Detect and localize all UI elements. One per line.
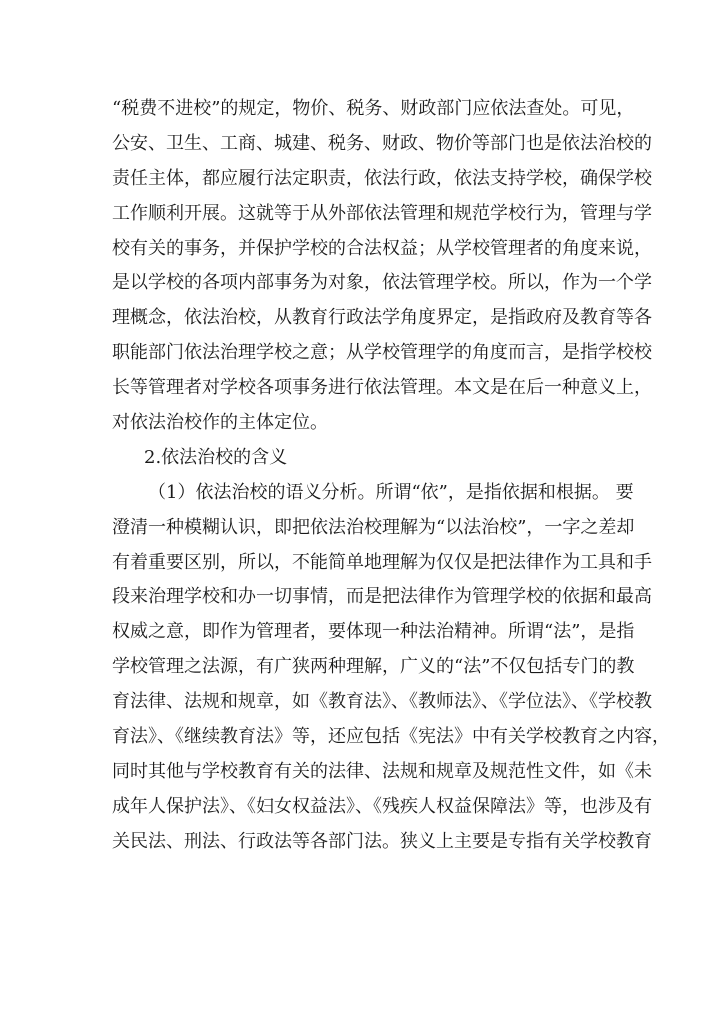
text-line: 段来治理学校和办一切事情，而是把法律作为管理学校的依据和最高 (112, 586, 652, 608)
text-line: 关民法、刑法、行政法等各部门法。狭义上主要是专指有关学校教育 (112, 830, 652, 852)
text-line: 成年人保护法》、《妇女权益法》、《残疾人权益保障法》等，也涉及有 (112, 795, 652, 817)
text-line: 校有关的事务，并保护学校的合法权益；从学校管理者的角度来说， (112, 237, 652, 259)
text-line: 育法律、法规和规章，如《教育法》、《教师法》、《学位法》、《学校教 (112, 691, 652, 713)
text-line: 同时其他与学校教育有关的法律、法规和规章及规范性文件，如《未 (112, 760, 652, 782)
text-line: 澄清一种模糊认识，即把依法治校理解为“以法治校”，一字之差却 (112, 516, 635, 538)
text-line: 理概念，依法治校，从教育行政法学角度界定，是指政府及教育等各 (112, 307, 652, 329)
text-line: （1）依法治校的语义分析。所谓“依”，是指依据和根据。 要 (148, 481, 634, 503)
document-body (112, 92, 670, 860)
section-heading: 2.依法治校的含义 (144, 446, 288, 468)
text-line: 对依法治校作的主体定位。 (112, 412, 328, 434)
text-line: 育法》、《继续教育法》等，还应包括《宪法》中有关学校教育之内容， (112, 726, 670, 748)
paragraph (112, 476, 670, 860)
text-line: 权威之意，即作为管理者，要体现一种法治精神。所谓“法”，是指 (112, 621, 635, 643)
text-line: 工作顺利开展。这就等于从外部依法管理和规范学校行为，管理与学 (112, 202, 652, 224)
text-line: “税费不进校”的规定，物价、税务、财政部门应依法查处。可见， (112, 98, 635, 119)
text-line: 责任主体，都应履行法定职责，依法行政，依法支持学校，确保学校 (112, 167, 652, 189)
text-line: 是以学校的各项内部事务为对象，依法管理学校。所以，作为一个学 (112, 272, 652, 294)
text-line: 学校管理之法源，有广狭两种理解，广义的“法”不仅包括专门的教 (112, 656, 635, 678)
text-line: 长等管理者对学校各项事务进行依法管理。本文是在后一种意义上， (112, 377, 652, 399)
text-line: 职能部门依法治理学校之意；从学校管理学的角度而言，是指学校校 (112, 342, 652, 364)
text-line: 有着重要区别，所以，不能简单地理解为仅仅是把法律作为工具和手 (112, 551, 652, 573)
text-line: 公安、卫生、工商、城建、税务、财政、物价等部门也是依法治校的 (112, 132, 652, 154)
paragraph (112, 92, 652, 441)
